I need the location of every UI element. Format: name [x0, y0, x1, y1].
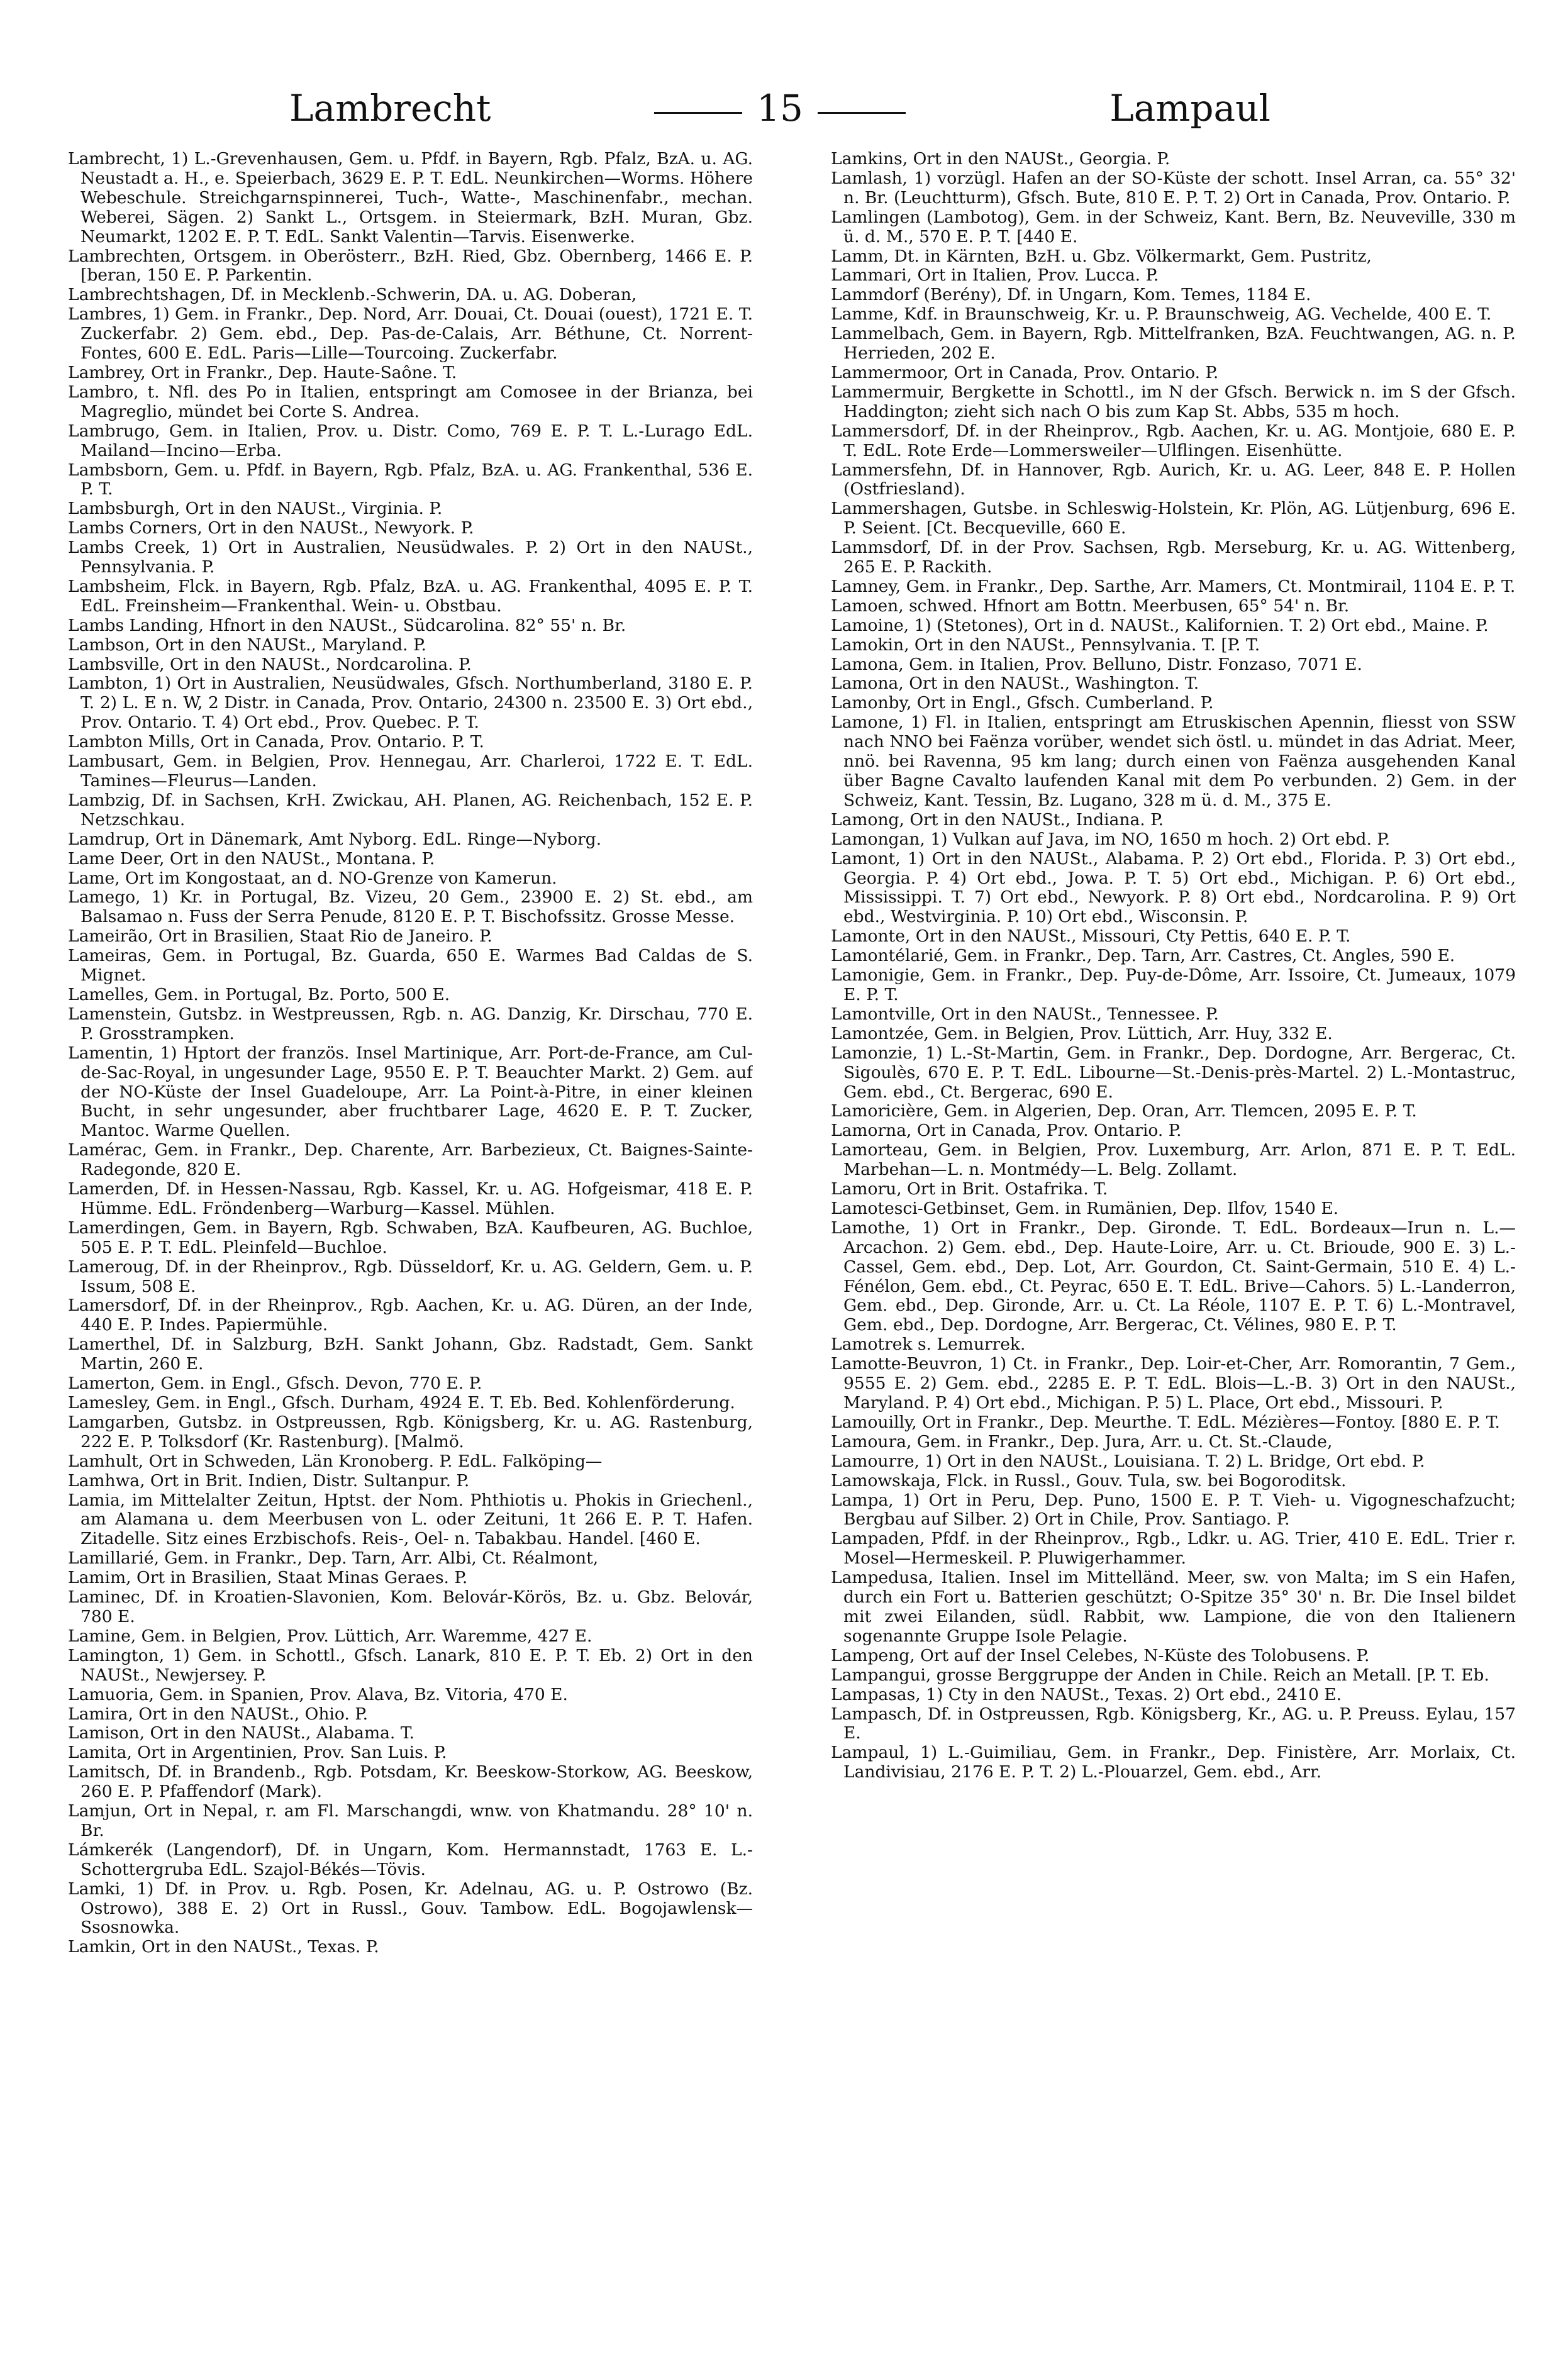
entry: Lambsborn, Gem. u. Pfdf. in Bayern, Rgb. Pfalz, BzA. u. AG. Frankenthal, 536 E. P. T.: [68, 460, 753, 499]
entry: Lampaden, Pfdf. in der Rheinprov., Rgb., Ldkr. u. AG. Trier, 410 E. EdL. Trier r. Mosel—Hermeskeil. P. Pluwigerhammer.: [831, 1529, 1516, 1569]
page-header: [270, 81, 1289, 150]
entry: Lambrechten, Ortsgem. in Oberösterr., BzH. Ried, Gbz. Obernberg, 1466 E. P. [beran, 150 E. P. Parkentin.: [68, 246, 753, 286]
entry: Lamerthel, Df. in Salzburg, BzH. Sankt Johann, Gbz. Radstadt, Gem. Sankt Martin, 260 E.: [68, 1335, 753, 1374]
entry: Lamlash, 1) vorzügl. Hafen an der SO-Küste der schott. Insel Arran, ca. 55° 32' n. Br. (Leuchtturm), Gfsch. Bute, 810 E. P. T. 2) Ort in Canada, Prov. Ontario. P.: [831, 168, 1516, 208]
entry: Lamotrek s. Lemurrek.: [831, 1335, 1026, 1355]
entry: Lamm, Dt. in Kärnten, BzH. u. Gbz. Völkermarkt, Gem. Pustritz,: [831, 246, 1372, 266]
entry: Lambrecht, 1) L.-Grevenhausen, Gem. u. Pfdf. in Bayern, Rgb. Pfalz, BzA. u. AG. Neustadt a. H., e. Speierbach, 3629 E. P. T. EdL. Neunkirchen—Worms. Höhere Webeschule. Streichgarnspinnerei, Tuch-, Watte-, Maschinenfabr., mechan. Weberei, Sägen. 2) Sankt L., Ortsgem. in Steiermark, BzH. Muran, Gbz. Neumarkt, 1202 E. P. T. EdL. Sankt Valentin—Tarvis. Eisenwerke.: [68, 150, 753, 247]
entry: Lamontville, Ort in den NAUSt., Tennessee. P.: [831, 1004, 1219, 1024]
entry: Lampangui, grosse Berggruppe der Anden in Chile. Reich an Metall. [P. T. Eb.: [831, 1665, 1489, 1685]
entry: Lamitsch, Df. in Brandenb., Rgb. Potsdam, Kr. Beeskow-Storkow, AG. Beeskow, 260 E. P. Pfaffendorf (Mark).: [68, 1762, 753, 1802]
entry: Lambson, Ort in den NAUSt., Maryland. P.: [68, 635, 426, 655]
entry: Lamong, Ort in den NAUSt., Indiana. P.: [831, 809, 1164, 830]
entry: Lamuoria, Gem. in Spanien, Prov. Alava, Bz. Vitoria, 470 E.: [68, 1684, 568, 1704]
entry: Lamentin, 1) Hptort der französ. Insel Martinique, Arr. Port-de-France, am Cul-de-Sac-Royal, in ungesunder Lage, 9550 E. P. T. Beauchter Markt. 2) Gem. auf der NO-Küste der Insel Guadeloupe, Arr. La Point-à-Pitre, in einer kleinen Bucht, in sehr ungesunder, aber fruchtbarer Lage, 4620 E. P. T. Zucker, Mantoc. Warme Quellen.: [68, 1043, 753, 1141]
entry: Lambton Mills, Ort in Canada, Prov. Ontario. P. T.: [68, 732, 484, 752]
entry: Lamersdorf, Df. in der Rheinprov., Rgb. Aachen, Kr. u. AG. Düren, an der Inde, 440 E. P. Indes. Papiermühle.: [68, 1296, 753, 1335]
header-right-word: Lampaul: [1109, 87, 1271, 130]
entry: Lampeng, Ort auf der Insel Celebes, N-Küste des Tolobusens. P.: [831, 1645, 1370, 1665]
left-column: [45, 150, 753, 2345]
page-number: 15: [757, 87, 803, 130]
entry: Lamona, Ort in den NAUSt., Washington. T.: [831, 674, 1199, 694]
entry: Lammersdorf, Df. in der Rheinprov., Rgb. Aachen, Kr. u. AG. Montjoie, 680 E. P. T. EdL. Rote Erde—Lommersweiler—Ulflingen. Eisenhütte.: [831, 421, 1516, 460]
header-left-word: Lambrecht: [289, 87, 491, 130]
entry: Lamoru, Ort in Brit. Ostafrika. T.: [831, 1179, 1108, 1199]
entry: Lambsheim, Flck. in Bayern, Rgb. Pfalz, BzA. u. AG. Frankenthal, 4095 E. P. T. EdL. Freinsheim—Frankenthal. Wein- u. Obstbau.: [68, 576, 753, 616]
entry: Lammelbach, Gem. in Bayern, Rgb. Mittelfranken, BzA. Feuchtwangen, AG. n. P. Herrieden, 202 E.: [831, 324, 1516, 364]
entry: Lamerdingen, Gem. in Bayern, Rgb. Schwaben, BzA. Kaufbeuren, AG. Buchloe, 505 E. P. T. EdL. Pleinfeld—Buchloe.: [68, 1218, 753, 1257]
entry: Lamim, Ort in Brasilien, Staat Minas Geraes. P.: [68, 1568, 468, 1588]
entry: Laminec, Df. in Kroatien-Slavonien, Kom. Belovár-Körös, Bz. u. Gbz. Belovár, 780 E.: [68, 1587, 753, 1626]
entry: Lambton, 1) Ort in Australien, Neusüdwales, Gfsch. Northumberland, 3180 E. P. T. 2) L. E n. W, 2 Distr. in Canada, Prov. Ontario, 24300 n. 23500 E. 3) Ort ebd., Prov. Ontario. T. 4) Ort ebd., Prov. Quebec. P. T.: [68, 674, 753, 733]
entry: Lamotte-Beuvron, 1) Ct. in Frankr., Dep. Loir-et-Cher, Arr. Romorantin, 7 Gem., 9555 E. 2) Gem. ebd., 2285 E. P. T. EdL. Blois—L.-B. 3) Ort in den NAUSt., Maryland. P. 4) Ort ebd., Michigan. P. 5) L. Place, Ort ebd., Missouri. P.: [831, 1354, 1516, 1413]
entry: Lamokin, Ort in den NAUSt., Pennsylvania. T. [P. T.: [831, 635, 1260, 655]
header-dash-right: [818, 112, 906, 114]
entry: Lamonte, Ort in den NAUSt., Missouri, Cty Pettis, 640 E. P. T.: [831, 926, 1351, 947]
entry: Lambsburgh, Ort in den NAUSt., Virginia. P.: [68, 499, 443, 519]
entry: Lammersfehn, Df. in Hannover, Rgb. Aurich, Kr. u. AG. Leer, 848 E. P. Hollen (Ostfriesland).: [831, 460, 1516, 499]
entry: Lamhult, Ort in Schweden, Län Kronoberg. P. EdL. Falköping—: [68, 1451, 603, 1471]
entry: Lamonby, Ort in Engl., Gfsch. Cumberland. P.: [831, 693, 1214, 713]
entry: Lambres, 1) Gem. in Frankr., Dep. Nord, Arr. Douai, Ct. Douai (ouest), 1721 E. T. Zuckerfabr. 2) Gem. ebd., Dep. Pas-de-Calais, Arr. Béthune, Ct. Norrent-Fontes, 600 E. EdL. Paris—Lille—Tourcoing. Zuckerfabr.: [68, 304, 753, 364]
entry: Lamontzée, Gem. in Belgien, Prov. Lüttich, Arr. Huy, 332 E.: [831, 1023, 1333, 1043]
entry: Lampaul, 1) L.-Guimiliau, Gem. in Frankr., Dep. Finistère, Arr. Morlaix, Ct. Landivisiau, 2176 E. P. T. 2) L.-Plouarzel, Gem. ebd., Arr.: [831, 1743, 1516, 1782]
entry: Lamego, 1) Kr. in Portugal, Bz. Vizeu, 20 Gem., 23900 E. 2) St. ebd., am Balsamao n. Fuss der Serra Penude, 8120 E. P. T. Bischofssitz. Grosse Messe.: [68, 887, 753, 927]
entry: Lamgarben, Gutsbz. in Ostpreussen, Rgb. Königsberg, Kr. u. AG. Rastenburg, 222 E. P. Tolksdorf (Kr. Rastenburg). [Malmö.: [68, 1412, 753, 1452]
entry: Lamine, Gem. in Belgien, Prov. Lüttich, Arr. Waremme, 427 E.: [68, 1626, 592, 1646]
entry: Lamotesci-Getbinset, Gem. in Rumänien, Dep. Ilfov, 1540 E.: [831, 1198, 1339, 1218]
entry: Lamelles, Gem. in Portugal, Bz. Porto, 500 E.: [68, 984, 450, 1004]
entry: Lame, Ort im Kongostaat, an d. NO-Grenze von Kamerun.: [68, 868, 557, 888]
entry: Lambs Corners, Ort in den NAUSt., Newyork. P.: [68, 518, 474, 538]
entry: Lambzig, Df. in Sachsen, KrH. Zwickau, AH. Planen, AG. Reichenbach, 152 E. P. Netzschkau.: [68, 790, 753, 830]
entry: Lamourre, 1) Ort in den NAUSt., Louisiana. T. 2) L. Bridge, Ort ebd. P.: [831, 1451, 1425, 1471]
entry: Lamothe, 1) Ort in Frankr., Dep. Gironde. T. EdL. Bordeaux—Irun n. L.—Arcachon. 2) Gem. ebd., Dep. Haute-Loire, Arr. u. Ct. Brioude, 900 E. 3) L.-Cassel, Gem. ebd., Dep. Lot, Arr. Gourdon, Ct. Saint-Germain, 510 E. 4) L.-Fénélon, Gem. ebd., Ct. Peyrac, 650 E. T. EdL. Brive—Cahors. 5) L.-Landerron, Gem. ebd., Dep. Gironde, Arr. u. Ct. La Réole, 1107 E. P. T. 6) L.-Montravel, Gem. ebd., Dep. Dordogne, Arr. Bergerac, Ct. Vélines, 980 E. P. T.: [831, 1218, 1516, 1335]
entry: Lampasch, Df. in Ostpreussen, Rgb. Königsberg, Kr., AG. u. P. Preuss. Eylau, 157 E.: [831, 1704, 1516, 1743]
entry: Lamontélarié, Gem. in Frankr., Dep. Tarn, Arr. Castres, Ct. Angles, 590 E.: [831, 946, 1455, 966]
entry: Lame Deer, Ort in den NAUSt., Montana. P.: [68, 848, 435, 869]
entry: Lambrey, Ort in Frankr., Dep. Haute-Saône. T.: [68, 362, 457, 382]
entry: Lamkin, Ort in den NAUSt., Texas. P.: [68, 1937, 379, 1957]
entry: Lamona, Gem. in Italien, Prov. Belluno, Distr. Fonzaso, 7071 E.: [831, 654, 1362, 674]
entry: Lamongan, 1) Vulkan auf Java, im NO, 1650 m hoch. 2) Ort ebd. P.: [831, 829, 1391, 849]
entry: Lamerden, Df. in Hessen-Nassau, Rgb. Kassel, Kr. u. AG. Hofgeismar, 418 E. P. Hümme. EdL. Fröndenberg—Warburg—Kassel. Mühlen.: [68, 1179, 753, 1218]
entry: Lampedusa, Italien. Insel im Mittelländ. Meer, sw. von Malta; im S ein Hafen, durch ein Fort u. Batterien geschützt; O-Spitze 35° 30' n. Br. Die Insel bildet mit zwei Eilanden, südl. Rabbit, ww. Lampione, die von den Italienern sogenannte Gruppe Isole Pelagie.: [831, 1568, 1516, 1646]
entry: Lamme, Kdf. in Braunschweig, Kr. u. P. Braunschweig, AG. Vechelde, 400 E. T.: [831, 304, 1492, 325]
entry: Lamowskaja, Flck. in Russl., Gouv. Tula, sw. bei Bogoroditsk.: [831, 1470, 1347, 1491]
entry: Lambrechtshagen, Df. in Mecklenb.-Schwerin, DA. u. AG. Doberan,: [68, 285, 637, 305]
entry: Lamorna, Ort in Canada, Prov. Ontario. P.: [831, 1121, 1182, 1141]
entry: Lampa, 1) Ort in Peru, Dep. Puno, 1500 E. P. T. Vieh- u. Vigogneschafzucht; Bergbau auf Silber. 2) Ort in Chile, Prov. Santiago. P.: [831, 1490, 1516, 1530]
entry: Lamonigie, Gem. in Frankr., Dep. Puy-de-Dôme, Arr. Issoire, Ct. Jumeaux, 1079 E. P. T.: [831, 965, 1516, 1004]
entry: Lambusart, Gem. in Belgien, Prov. Hennegau, Arr. Charleroi, 1722 E. T. EdL. Tamines—Fleurus—Landen.: [68, 752, 753, 791]
entry: Lámkerék (Langendorf), Df. in Ungarn, Kom. Hermannstadt, 1763 E. L.-Schottergruba EdL. Szajol-Békés—Tövis.: [68, 1840, 753, 1879]
entry: Lamesley, Gem. in Engl., Gfsch. Durham, 4924 E. T. Eb. Bed. Kohlenförderung.: [68, 1393, 735, 1413]
entry: Lamoen, schwed. Hfnort am Bottn. Meerbusen, 65° 54' n. Br.: [831, 596, 1350, 616]
entry: Lamington, 1) Gem. in Schottl., Gfsch. Lanark, 810 E. P. T. Eb. 2) Ort in den NAUSt., Newjersey. P.: [68, 1645, 753, 1685]
entry: Lameroug, Df. in der Rheinprov., Rgb. Düsseldorf, Kr. u. AG. Geldern, Gem. u. P. Issum, 508 E.: [68, 1257, 753, 1296]
entry: Lambro, t. Nfl. des Po in Italien, entspringt am Comosee in der Brianza, bei Magreglio, mündet bei Corte S. Andrea.: [68, 382, 753, 421]
entry: Lameirão, Ort in Brasilien, Staat Rio de Janeiro. P.: [68, 926, 492, 947]
entry: Lambsville, Ort in den NAUSt., Nordcarolina. P.: [68, 654, 472, 674]
entry: Lamjun, Ort in Nepal, r. am Fl. Marschangdi, wnw. von Khatmandu. 28° 10' n. Br.: [68, 1801, 753, 1840]
entry: Lammermoor, Ort in Canada, Prov. Ontario. P.: [831, 362, 1219, 382]
entry: Lampasas, 1) Cty in den NAUSt., Texas. 2) Ort ebd., 2410 E.: [831, 1684, 1342, 1704]
entry: Lamkins, Ort in den NAUSt., Georgia. P.: [831, 150, 1170, 169]
entry: Lamoine, 1) (Stetones), Ort in d. NAUSt., Kalifornien. T. 2) Ort ebd., Maine. P.: [831, 615, 1489, 635]
entry: Lamoura, Gem. in Frankr., Dep. Jura, Arr. u. Ct. St.-Claude,: [831, 1431, 1333, 1452]
entry: Lamhwa, Ort in Brit. Indien, Distr. Sultanpur. P.: [68, 1470, 470, 1491]
entry: Lammari, Ort in Italien, Prov. Lucca. P.: [831, 265, 1159, 286]
entry: Lamerton, Gem. in Engl., Gfsch. Devon, 770 E. P.: [68, 1374, 482, 1394]
entry: Lameiras, Gem. in Portugal, Bz. Guarda, 650 E. Warmes Bad Caldas de S. Mignet.: [68, 946, 753, 986]
entry: Lamison, Ort in den NAUSt., Alabama. T.: [68, 1723, 414, 1743]
entry: Lamérac, Gem. in Frankr., Dep. Charente, Arr. Barbezieux, Ct. Baignes-Sainte-Radegonde, 820 E.: [68, 1140, 753, 1180]
entry: Lammdorf (Berény), Df. in Ungarn, Kom. Temes, 1184 E.: [831, 285, 1311, 305]
entry: Lamdrup, Ort in Dänemark, Amt Nyborg. EdL. Ringe—Nyborg.: [68, 829, 602, 849]
entry: Lammsdorf, Df. in der Prov. Sachsen, Rgb. Merseburg, Kr. u. AG. Wittenberg, 265 E. P. Rackith.: [831, 538, 1516, 577]
entry: Lamenstein, Gutsbz. in Westpreussen, Rgb. n. AG. Danzig, Kr. Dirschau, 770 E. P. Grosstrampken.: [68, 1004, 753, 1043]
entry: Lamone, 1) Fl. in Italien, entspringt am Etruskischen Apennin, fliesst von SSW nach NNO bei Faënza vorüber, wendet sich östl. u. mündet in das Adriat. Meer, nnö. bei Ravenna, 95 km lang; durch einen von Faënza ausgehenden Kanal über Bagne Cavalto laufenden Kanal mit dem Po verbunden. 2) Gem. in der Schweiz, Kant. Tessin, Bz. Lugano, 328 m ü. d. M., 375 E.: [831, 713, 1516, 810]
right-column: [808, 150, 1516, 2345]
entry: Lamlingen (Lambotog), Gem. in der Schweiz, Kant. Bern, Bz. Neuveville, 330 m ü. d. M., 570 E. P. T. [440 E.: [831, 207, 1516, 247]
entry: Lamillarié, Gem. in Frankr., Dep. Tarn, Arr. Albi, Ct. Réalmont,: [68, 1548, 599, 1569]
entry: Lammermuir, Bergkette in Schottl., im N der Gfsch. Berwick n. im S der Gfsch. Haddington; zieht sich nach O bis zum Kap St. Abbs, 535 m hoch.: [831, 382, 1516, 421]
entry: Lamia, im Mittelalter Zeitun, Hptst. der Nom. Phthiotis u. Phokis in Griechenl., am Alamana u. dem Meerbusen von L. oder Zeituni, 1t 266 E. P. T. Hafen. Zitadelle. Sitz eines Erzbischofs. Reis-, Oel- n. Tabakbau. Handel. [460 E.: [68, 1490, 753, 1549]
entry: Lambs Landing, Hfnort in den NAUSt., Südcarolina. 82° 55' n. Br.: [68, 615, 626, 635]
entry: Lammershagen, Gutsbe. in Schleswig-Holstein, Kr. Plön, AG. Lütjenburg, 696 E. P. Seient. [Ct. Becqueville, 660 E.: [831, 499, 1516, 538]
entry: Lambrugo, Gem. in Italien, Prov. u. Distr. Como, 769 E. P. T. L.-Lurago EdL. Mailand—Incino—Erba.: [68, 421, 753, 460]
entry: Lambs Creek, 1) Ort in Australien, Neusüdwales. P. 2) Ort in den NAUSt., Pennsylvania. P.: [68, 538, 753, 577]
entry: Lamira, Ort in den NAUSt., Ohio. P.: [68, 1704, 369, 1724]
entry: Lamita, Ort in Argentinien, Prov. San Luis. P.: [68, 1743, 447, 1763]
entry: Lamont, 1) Ort in den NAUSt., Alabama. P. 2) Ort ebd., Florida. P. 3) Ort ebd., Georgia. P. 4) Ort ebd., Jowa. P. T. 5) Ort ebd., Michigan. P. 6) Ort ebd., Mississippi. T. 7) Ort ebd., Newyork. P. 8) Ort ebd., Nordcarolina. P. 9) Ort ebd., Westvirginia. P. 10) Ort ebd., Wisconsin. P.: [831, 848, 1516, 927]
entry: Lamorteau, Gem. in Belgien, Prov. Luxemburg, Arr. Arlon, 871 E. P. T. EdL. Marbehan—L. n. Montmédy—L. Belg. Zollamt.: [831, 1140, 1516, 1180]
entry: Lamoricière, Gem. in Algerien, Dep. Oran, Arr. Tlemcen, 2095 E. P. T.: [831, 1101, 1417, 1121]
entry: Lamouilly, Ort in Frankr., Dep. Meurthe. T. EdL. Mézières—Fontoy. [880 E. P. T.: [831, 1412, 1500, 1432]
entry: Lamonzie, 1) L.-St-Martin, Gem. in Frankr., Dep. Dordogne, Arr. Bergerac, Ct. Sigoulès, 670 E. P. T. EdL. Libourne—St.-Denis-près-Martel. 2) L.-Montastruc, Gem. ebd., Ct. Bergerac, 690 E.: [831, 1043, 1516, 1102]
entry: Lamney, Gem. in Frankr., Dep. Sarthe, Arr. Mamers, Ct. Montmirail, 1104 E. P. T.: [831, 576, 1516, 596]
entry: Lamki, 1) Df. in Prov. u. Rgb. Posen, Kr. Adelnau, AG. u. P. Ostrowo (Bz. Ostrowo), 388 E. 2) Ort in Russl., Gouv. Tambow. EdL. Bogojawlensk—Ssosnowka.: [68, 1879, 753, 1938]
